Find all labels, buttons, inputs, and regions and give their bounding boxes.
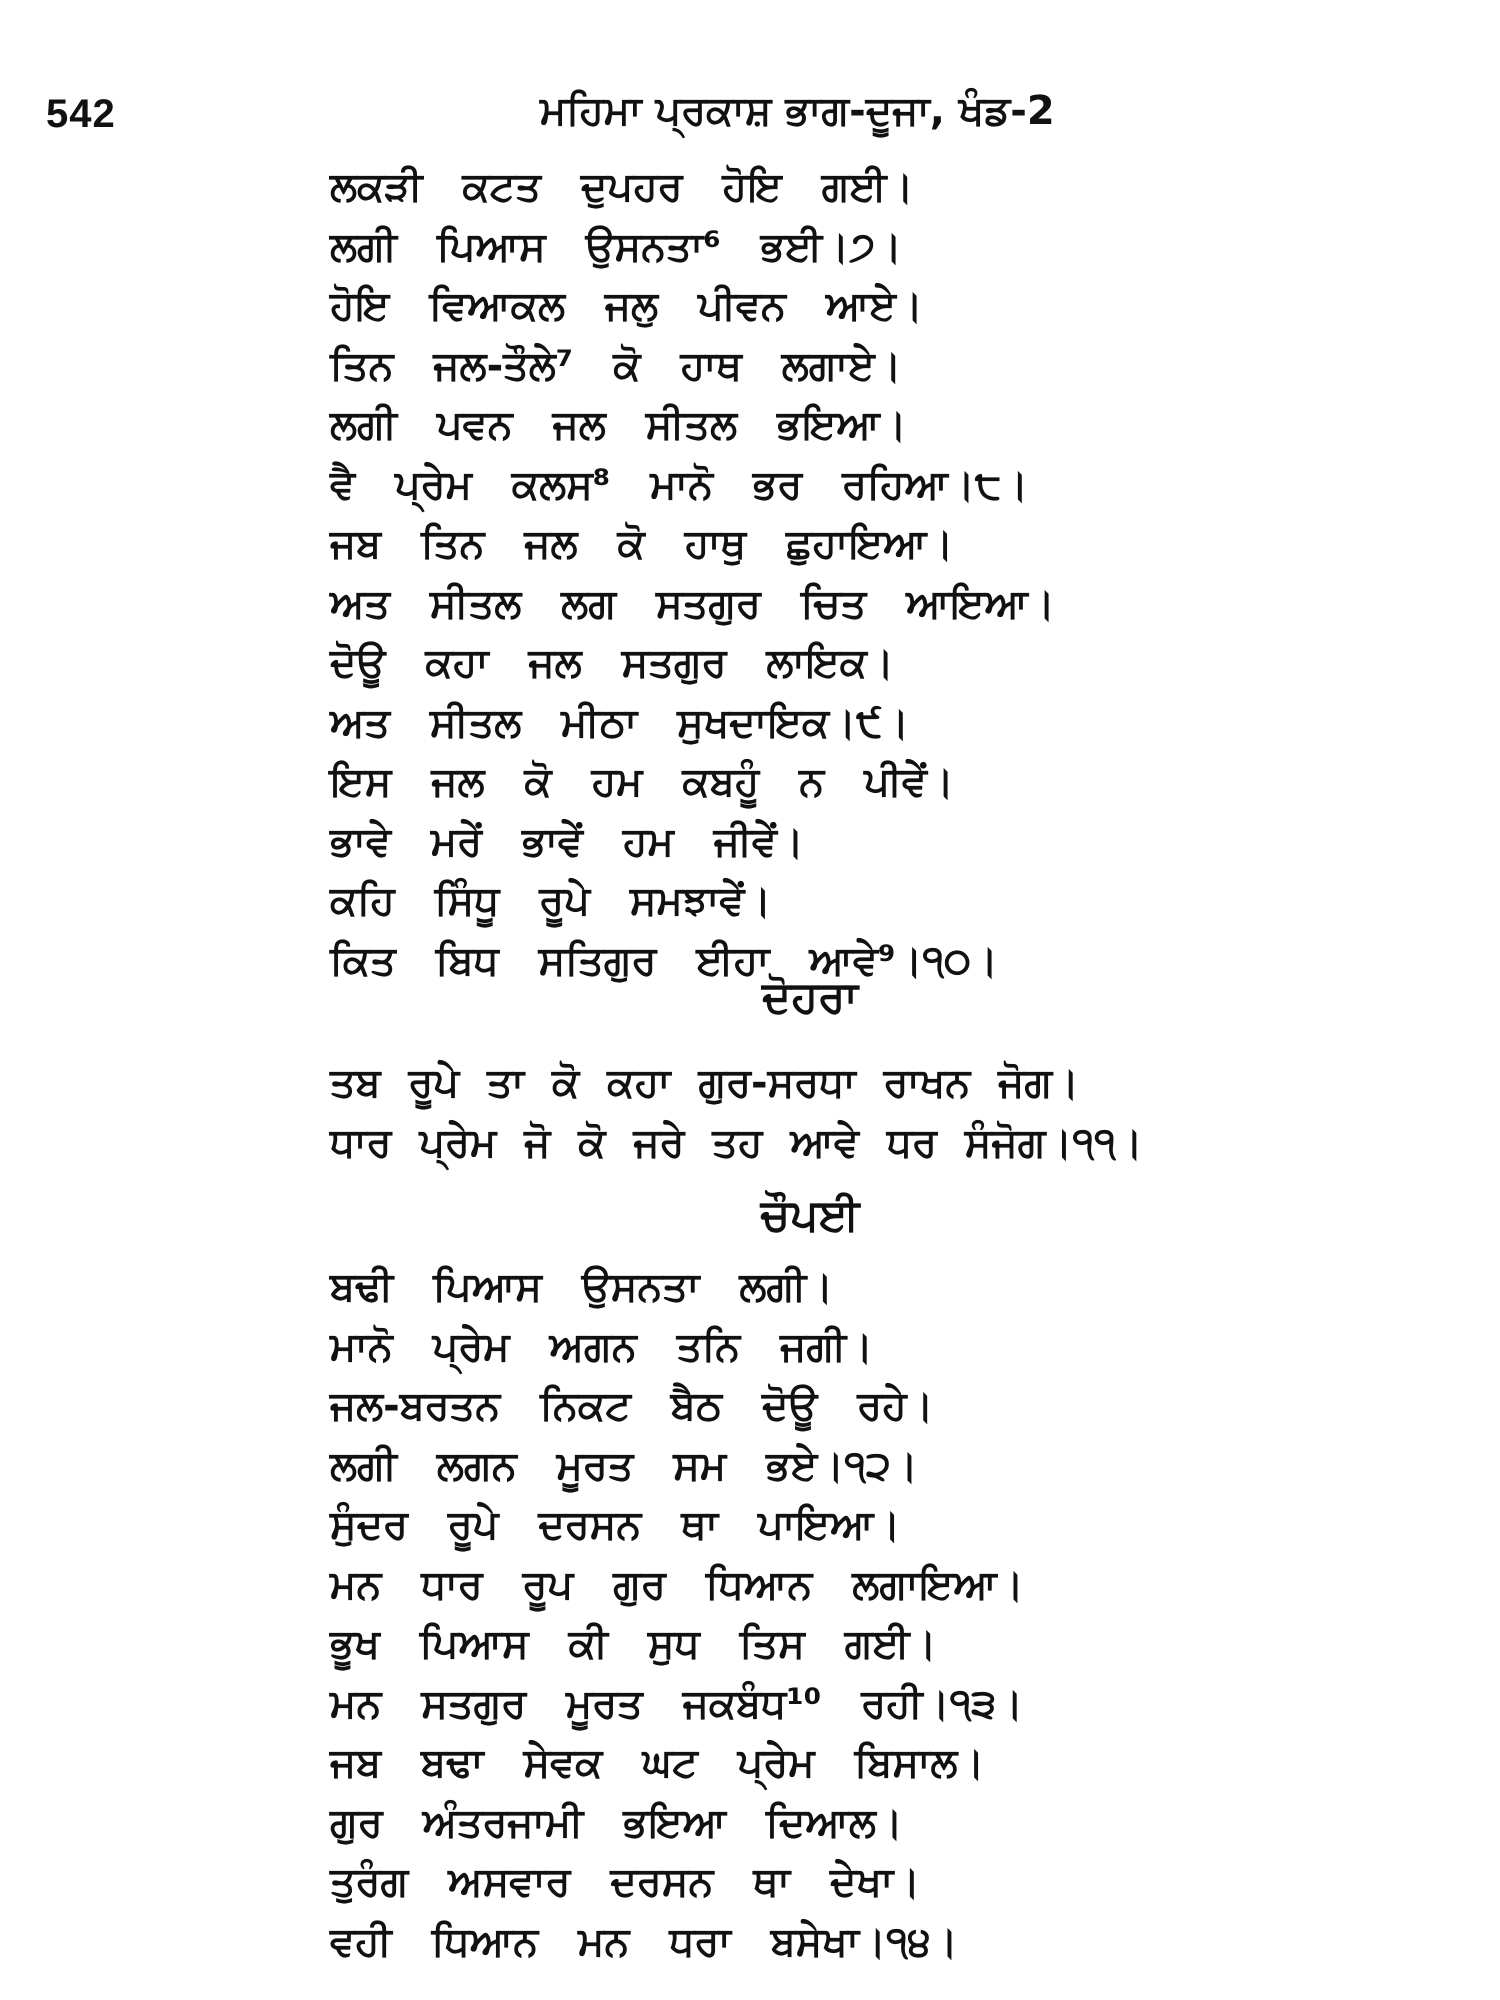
verse-line: ਭਾਵੇ ਮਰੇਂ ਭਾਵੇਂ ਹਮ ਜੀਵੇਂ। (330, 818, 804, 865)
verse-line: ਲਗੀ ਪਿਆਸ ਉਸਨਤਾ⁶ ਭਈ।੭। (330, 223, 903, 270)
verse-line: ਜਬ ਬਢਾ ਸੇਵਕ ਘਟ ਪ੍ਰੇਮ ਬਿਸਾਲ। (330, 1740, 985, 1786)
section-heading-chaupai: ਚੌਪਈ (760, 1190, 860, 1241)
verse-line: ਲਗੀ ਲਗਨ ਮੂਰਤ ਸਮ ਭਏ।੧੨। (330, 1442, 918, 1489)
verse-line: ਵਹੀ ਧਿਆਨ ਮਨ ਧਰਾ ਬਸੇਖਾ।੧੪। (330, 1918, 958, 1965)
verse-line: ਵੈ ਪ੍ਰੇਮ ਕਲਸ⁸ ਮਾਨੋ ਭਰ ਰਹਿਆ।੮। (330, 461, 1029, 508)
verse-line: ਮਨ ਧਾਰ ਰੂਪ ਗੁਰ ਧਿਆਨ ਲਗਾਇਆ। (330, 1561, 1024, 1608)
verse-line: ਕਹਿ ਸਿੰਧੂ ਰੂਪੇ ਸਮਝਾਵੇਂ। (330, 878, 772, 924)
verse-line: ਮਾਨੋ ਪ੍ਰੇਮ ਅਗਨ ਤਨਿ ਜਗੀ। (330, 1323, 874, 1370)
verse-line: ਸੁੰਦਰ ਰੂਪੇ ਦਰਸਨ ਥਾ ਪਾਇਆ। (330, 1502, 901, 1548)
verse-line: ਲਕੜੀ ਕਟਤ ਦੁਪਹਰ ਹੋਇ ਗਈ। (330, 164, 914, 210)
verse-line: ਅਤ ਸੀਤਲ ਲਗ ਸਤਗੁਰ ਚਿਤ ਆਇਆ। (330, 580, 1055, 627)
verse-line: ਮਨ ਸਤਗੁਰ ਮੂਰਤ ਜਕਬੰਧ¹⁰ ਰਹੀ।੧੩। (330, 1680, 1024, 1727)
verse-line: ਤਿਨ ਜਲ-ਤੌਲੇ⁷ ਕੋ ਹਾਥ ਲਗਾਏ। (330, 342, 902, 389)
verse-line: ਇਸ ਜਲ ਕੋ ਹਮ ਕਬਹੂੰ ਨ ਪੀਵੇਂ। (330, 759, 954, 805)
verse-line: ਲਗੀ ਪਵਨ ਜਲ ਸੀਤਲ ਭਇਆ। (330, 402, 907, 448)
verse-line: ਤੁਰੰਗ ਅਸਵਾਰ ਦਰਸਨ ਥਾ ਦੇਖਾ। (330, 1859, 921, 1905)
stanza-dohra (330, 1054, 1410, 1173)
section-heading-dohra: ਦੋਹਰਾ (761, 972, 858, 1023)
verse-line: ਭੂਖ ਪਿਆਸ ਕੀ ਸੁਧ ਤਿਸ ਗਈ। (330, 1621, 937, 1667)
running-header: ਮਹਿਮਾ ਪ੍ਰਕਾਸ਼ ਭਾਗ-ਦੂਜਾ, ਖੰਡ-2 (540, 88, 1055, 134)
page-number: 542 (46, 92, 116, 136)
verse-line: ਅਤ ਸੀਤਲ ਮੀਠਾ ਸੁਖਦਾਇਕ।੯। (330, 699, 910, 746)
stanza-chaupai-1 (330, 158, 1410, 991)
verse-line: ਜਲ-ਬਰਤਨ ਨਿਕਟ ਬੈਠ ਦੋਊ ਰਹੇ। (330, 1383, 934, 1429)
verse-line: ਧਾਰ ਪ੍ਰੇਮ ਜੋ ਕੋ ਜਰੇ ਤਹ ਆਵੇ ਧਰ ਸੰਜੋਗ।੧੧। (330, 1119, 1143, 1166)
verse-line: ਤਬ ਰੂਪੇ ਤਾ ਕੋ ਕਹਾ ਗੁਰ-ਸਰਧਾ ਰਾਖਨ ਜੋਗ। (330, 1060, 1080, 1106)
verse-line: ਦੋਊ ਕਹਾ ਜਲ ਸਤਗੁਰ ਲਾਇਕ। (330, 640, 894, 686)
stanza-chaupai-2 (330, 1258, 1410, 1972)
verse-line: ਜਬ ਤਿਨ ਜਲ ਕੋ ਹਾਥੁ ਛੁਹਾਇਆ। (330, 521, 954, 567)
verse-line: ਬਢੀ ਪਿਆਸ ਉਸਨਤਾ ਲਗੀ। (330, 1264, 834, 1310)
verse-line: ਕਿਤ ਬਿਧ ਸਤਿਗੁਰ ਈਹਾ ਆਵੇ⁹।੧੦। (330, 937, 998, 984)
verse-line: ਹੋਇ ਵਿਆਕਲ ਜਲੁ ਪੀਵਨ ਆਏ। (330, 283, 923, 329)
verse-line: ਗੁਰ ਅੰਤਰਜਾਮੀ ਭਇਆ ਦਿਆਲ। (330, 1799, 903, 1846)
